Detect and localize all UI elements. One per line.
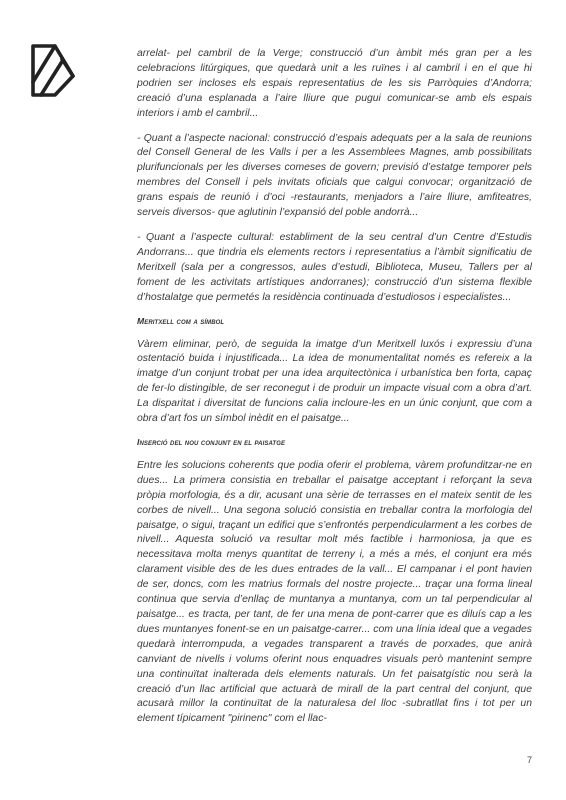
crystal-logo-icon [28, 40, 86, 98]
paragraph-religious: arrelat- pel cambril de la Verge; construcció d’un àmbit més gran per a les celebracions litúrgiques, que quedarà unit a les ruïnes i al cambril i en el que hi podrien ser incloses els espais representatius de les sis Parròquies d’Andorra; creació d’una esplanada a l’aire lliure que pugui comunicar-se amb els espais interiors i amb el cambril... [137, 48, 532, 119]
logo [28, 40, 86, 98]
page-number: 7 [527, 755, 533, 765]
paragraph-national: - Quant a l’aspecte nacional: construcció d’espais adequats per a la sala de reunions del Consell General de les Valls i per a les Assemblees Magnes, amb possibilitats plurifuncionals per les diverses comeses de govern; previsió d’estatge temporer pels membres del Consell i pels invitats oficials que calgui convocar; organització de grans espais de reunió i d’oci -restaurants, menjadors a l’aire lliure, amfiteatres, serveis diversos- que aglutinin l’expansió del poble andorrà... [137, 132, 532, 219]
section-heading-landscape: Inserció del nou conjunt en el paisatge [137, 436, 286, 447]
paragraph-cultural: - Quant a l’aspecte cultural: establiment de la seu central d’un Centre d’Estudis Andorrans... que tindria els elements rectors i representatius a l’àmbit significatiu de Meritxell (sala per a congressos, aules d’estudi, Biblioteca, Museu, Tallers per al foment de les activitats artístiques andorranes); construcció d’un sistema flexible d’hostalatge que permetés la residència continuada d’estudiosos i especialistes... [137, 231, 532, 303]
paragraph-symbol: Vàrem eliminar, però, de seguida la imatge d’un Meritxell luxós i expressiu d’una ostentació buida i injustificada... La idea de monumentalitat només es refereix a la imatge d’un conjunt trobat per una idea arquitectònica i urbanística ben forta, capaç de fer-lo distingible, de ser reconegut i de produir un impacte visual com a obra d’art. La disparitat i diversitat de funcions calia incloure-les en un únic conjunt, que com a obra d’art fos un símbol inèdit en el paisatge... [137, 338, 532, 425]
document-body [137, 47, 532, 737]
section-heading-symbol: Meritxell com a símbol [137, 315, 225, 326]
paragraph-landscape: Entre les solucions coherents que podia oferir el problema, vàrem profunditzar-ne en dues... La primera consistia en treballar el paisatge acceptant i reforçant la seva pròpia morfologia, és a dir, acusant una sèrie de terrasses en el mateix sentit de les corbes de nivell... Una segona solució consistia en treballar contra la morfologia del paisatge, o sigui, traçant un edifici que s’enfrontés perpendicularment a les corbes de nivell... Aquesta solució va resultar molt més factible i harmoniosa, ja que es necessitava molta menys quantitat de terreny i, a més a més, el conjunt era més clarament visible des de les dues entrades de la vall... El campanar i el pont havien de ser, doncs, com les matrius formals del nostre projecte... traçar una forma lineal continua que servia d’enllaç de muntanya a muntanya, com un tal perpendicular al paisatge... es tracta, per tant, de fer una mena de pont-carrer que es diluís cap a les dues muntanyes fonent-se en un paisatge-carrer... com una línia ideal que a vegades quedarà interrompuda, a vegades transparent a través de porxades, que anirà canviant de nivells i volums oferint nous enquadres visuals però mantenint sempre una continuïtat inalterada dels elements naturals. Un fet paisatgístic nou serà la creació d’un llac artificial que actuarà de mirall de la part central del conjunt, que acusarà millor la continuïtat de la naturalesa del lloc -subratllat fins i tot per un element típicament "pirinenc" com el llac- [137, 459, 532, 725]
